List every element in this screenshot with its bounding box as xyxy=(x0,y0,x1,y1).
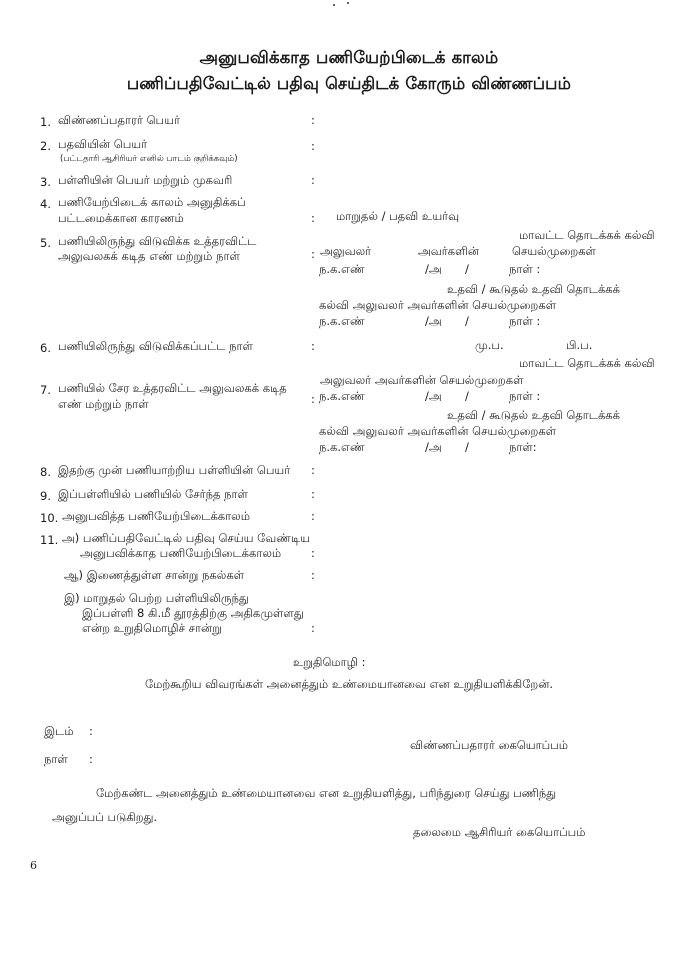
distance-certificate-label-2: இப்பள்ளி 8 கி.மீ தூரத்திற்கு அதிகமுள்ளது xyxy=(82,606,304,620)
colon: : xyxy=(311,463,315,477)
item-number: 7. xyxy=(40,383,51,397)
form-title-line1: அனுபவிக்காத பணியேற்பிடைக் காலம் xyxy=(199,48,499,67)
ref-slash: / xyxy=(465,262,469,276)
their-word: அவர்களின் xyxy=(418,244,480,258)
previous-school-label: இதற்கு முன் பணியாற்றிய பள்ளியின் பெயர் xyxy=(58,463,291,477)
ref-number-label: ந.க.எண் xyxy=(319,262,365,276)
designation-note: (பட்டதாரி ஆசிரியர் எனில் பாடம் குறிக்கவும்) xyxy=(60,154,238,164)
colon: : xyxy=(311,546,315,560)
joining-order-label-2: எண் மற்றும் நாள் xyxy=(58,397,149,411)
ref-number-label: ந.க.எண் xyxy=(319,314,365,328)
colon: : xyxy=(311,139,315,153)
item-number: 9. xyxy=(40,489,51,503)
colon: : xyxy=(311,392,315,406)
form-title-line2: பணிப்பதிவேட்டில் பதிவு செய்திடக் கோரும் விண்ணப்பம் xyxy=(126,74,572,93)
item-number: 2. xyxy=(40,139,51,153)
item-number: 11. xyxy=(40,533,59,547)
aeo-office-line1: உதவி / கூடுதல் உதவி தொடக்கக் xyxy=(447,282,621,296)
ref-number-label: ந.க.எண் xyxy=(319,440,365,454)
colon: : xyxy=(311,339,315,353)
ref-date-label: நாள் : xyxy=(509,262,541,276)
applicant-name-label: விண்ணப்பதாரர் பெயர் xyxy=(58,113,180,127)
distance-certificate-label: இ) மாறுதல் பெற்ற பள்ளியிலிருந்து xyxy=(64,591,249,605)
ref-date-label: நாள்: xyxy=(509,440,537,454)
ref-slash-a: /அ xyxy=(425,262,442,276)
ref-date-label: நாள் : xyxy=(509,389,541,403)
item-number: 4. xyxy=(40,197,51,211)
enclosed-copies-label: ஆ) இணைத்துள்ள சான்று நகல்கள் xyxy=(64,568,245,582)
aeo-office-line2: கல்வி அலுவலர் அவர்களின் செயல்முறைகள் xyxy=(319,424,557,438)
colon: : xyxy=(311,568,315,582)
forwarding-text-line1: மேற்கண்ட அனைத்தும் உண்மையானவை என உறுதியளித்து, பரிந்துரை செய்து பணிந்து xyxy=(96,786,557,800)
colon: : xyxy=(311,173,315,187)
declaration-heading: உறுதிமொழி : xyxy=(293,655,366,669)
colon: : xyxy=(89,752,93,766)
item-number: 6. xyxy=(40,341,51,355)
scan-mark xyxy=(347,2,349,4)
item-number: 3. xyxy=(40,175,51,189)
afternoon-label: பி.ப. xyxy=(566,338,593,352)
ref-slash-a: /அ xyxy=(425,389,442,403)
colon: : xyxy=(311,211,315,225)
officer-word: அலுவலர் xyxy=(320,244,372,258)
colon: : xyxy=(311,509,315,523)
colon: : xyxy=(311,621,315,635)
declaration-text: மேற்கூறிய விவரங்கள் அனைத்தும் உண்மையானவை என உறுதியளிக்கிறேன். xyxy=(144,677,554,691)
place-label: இடம் xyxy=(44,724,74,738)
aeo-office-line1: உதவி / கூடுதல் உதவி தொடக்கக் xyxy=(447,408,621,422)
item-number: 5. xyxy=(40,236,51,250)
school-address-label: பள்ளியின் பெயர் மற்றும் முகவரி xyxy=(58,173,233,187)
aeo-office-line2: கல்வி அலுவலர் அவர்களின் செயல்முறைகள் xyxy=(319,298,557,312)
ref-date-label: நாள் : xyxy=(509,314,541,328)
designation-label: பதவியின் பெயர் xyxy=(58,137,148,151)
deo-office-line1: மாவட்ட தொடக்கக் கல்வி xyxy=(519,356,655,370)
availed-joining-time-label: அனுபவித்த பணியேற்பிடைக்காலம் xyxy=(62,509,250,523)
item-number: 1. xyxy=(40,115,51,129)
unavailed-joining-time-label: அ) பணிப்பதிவேட்டில் பதிவு செய்ய வேண்டிய xyxy=(62,531,310,545)
ref-slash-a: /அ xyxy=(425,314,442,328)
item-number: 8. xyxy=(40,465,51,479)
unavailed-joining-time-label-2: அனுபவிக்காத பணியேற்பிடைக்காலம் xyxy=(80,546,282,560)
joining-time-reason-label-2: பட்டமைக்கான காரணம் xyxy=(58,211,184,225)
applicant-signature-label: விண்ணப்பதாரர் கையொப்பம் xyxy=(410,738,568,752)
forenoon-label: மு.ப. xyxy=(475,338,504,352)
joining-time-reason-label: பணியேற்பிடைக் காலம் அனுதிக்கப் xyxy=(58,195,246,209)
colon: : xyxy=(311,487,315,501)
ref-slash-a: /அ xyxy=(425,440,442,454)
ref-number-label: ந.க.எண் xyxy=(319,389,365,403)
distance-certificate-label-3: என்ற உறுதிமொழிச் சான்று xyxy=(82,621,222,635)
relieving-order-label-2: அலுவலகக் கடித எண் மற்றும் நாள் xyxy=(58,249,240,263)
reason-value: மாறுதல் / பதவி உயர்வு xyxy=(336,209,460,223)
joined-date-label: இப்பள்ளியில் பணியில் சேர்ந்த நாள் xyxy=(58,487,248,501)
ref-slash: / xyxy=(465,314,469,328)
item-number: 10. xyxy=(40,511,59,525)
colon: : xyxy=(89,724,93,738)
page-number: 6 xyxy=(30,859,37,872)
relieved-date-label: பணியிலிருந்து விடுவிக்கப்பட்ட நாள் xyxy=(58,339,253,353)
colon: : xyxy=(311,113,315,127)
date-label: நாள் xyxy=(44,752,68,766)
forwarding-text-line2: அனுப்பப் படுகிறது. xyxy=(52,810,158,824)
colon: : xyxy=(311,247,315,261)
proceedings-word: செயல்முறைகள் xyxy=(512,244,596,258)
scan-mark xyxy=(333,4,335,6)
headmaster-signature-label: தலைமை ஆசிரியர் கையொப்பம் xyxy=(413,825,586,839)
ref-slash: / xyxy=(465,440,469,454)
deo-office-line2: அலுவலர் அவர்களின் செயல்முறைகள் xyxy=(320,373,524,387)
ref-slash: / xyxy=(465,389,469,403)
deo-office-line1: மாவட்ட தொடக்கக் கல்வி xyxy=(519,228,655,242)
joining-order-label: பணியில் சேர உத்தரவிட்ட அலுவலகக் கடித xyxy=(58,381,287,395)
relieving-order-label: பணியிலிருந்து விடுவிக்க உத்தரவிட்ட xyxy=(58,234,257,248)
